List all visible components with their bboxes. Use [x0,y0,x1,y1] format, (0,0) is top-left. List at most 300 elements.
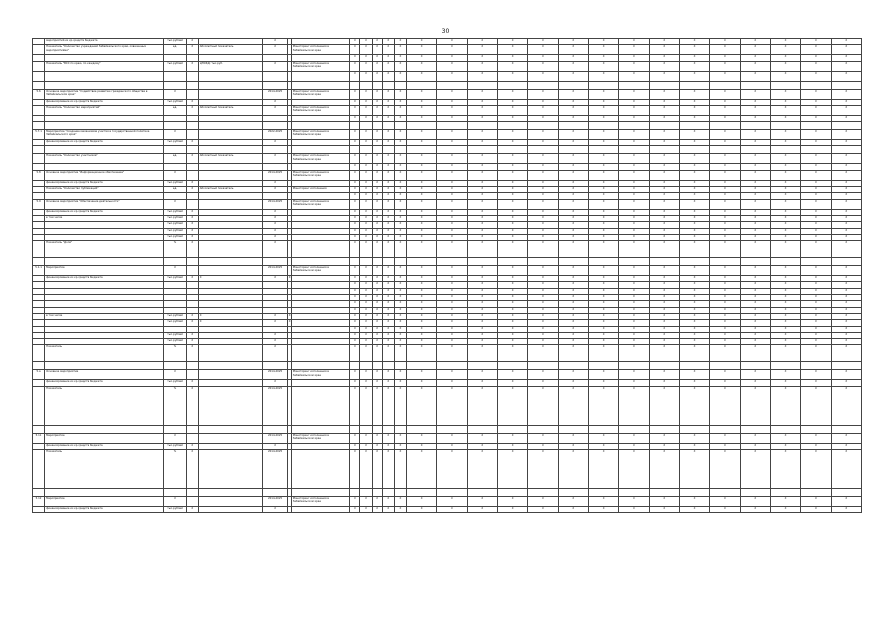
table-cell: Х [649,266,679,276]
table-cell [558,489,588,497]
table-cell: Х [186,443,198,449]
table-cell: тыс.рублей [164,39,186,45]
table-cell: Х [770,266,800,276]
table-cell [198,199,263,209]
table-cell: Х [437,301,467,307]
table-cell: Х [528,307,558,313]
table-cell: Х [649,222,679,228]
table-cell: Х [558,170,588,180]
table-cell: Х [350,215,360,221]
table-cell: Х [619,380,649,386]
table-cell: Х [350,332,360,338]
table-cell: Х [263,99,287,105]
table-cell: Х [186,320,198,326]
table-cell: Х [528,89,558,99]
table-cell [350,425,360,433]
table-cell [831,425,861,433]
table-cell: Х [831,450,861,489]
table-cell: Х [497,301,527,307]
table-cell: Х [801,45,831,55]
table-cell: Х [619,497,649,507]
table-cell [263,362,287,370]
table-cell: Х [619,345,649,362]
table-cell: Х [679,193,709,199]
table-cell: Х [619,301,649,307]
table-cell: Х [467,228,497,234]
table-cell: Х [679,370,709,380]
table-cell: Х [372,339,382,345]
table-cell [831,81,861,89]
table-cell: Х [528,345,558,362]
table-cell: Х [679,320,709,326]
table-cell: Х [649,386,679,425]
table-cell: Х [740,71,770,81]
table-cell: Х [372,170,382,180]
table-cell: Х [558,222,588,228]
table-cell: Х [360,386,372,425]
table-cell: Х [649,140,679,146]
table-cell: Х [619,339,649,345]
table-cell: Х [350,313,360,319]
table-cell: Х [372,209,382,215]
table-cell: ед. [164,45,186,55]
table-cell: Х [649,241,679,258]
table-cell: Х [360,164,372,170]
table-cell: Х [394,370,406,380]
table-cell: Х [558,276,588,282]
table-cell: Х [710,99,740,105]
table-cell: Х [831,507,861,513]
table-cell: Х [558,339,588,345]
document-sheet [32,38,862,513]
table-cell: Х [406,105,436,115]
table-cell: Х [497,443,527,449]
table-cell: Х [350,326,360,332]
table-cell: Х [679,170,709,180]
table-cell [186,122,198,130]
table-cell: Х [394,380,406,386]
table-cell [45,258,164,266]
table-row [33,71,862,81]
table-cell: Х [679,443,709,449]
table-cell: Х [372,130,382,140]
table-cell: Х [770,339,800,345]
table-cell: Х [679,99,709,105]
table-cell: Х [558,332,588,338]
table-cell: Х [497,215,527,221]
table-cell: Х [740,241,770,258]
table-cell: Х [437,380,467,386]
table-cell: Х [801,497,831,507]
table-cell: Х [831,234,861,240]
table-cell: Х [406,326,436,332]
table-cell: Х [801,199,831,209]
table-cell: Х [588,170,618,180]
table-cell: Х [588,241,618,258]
table-cell: Х [649,164,679,170]
table-cell: тыс.рублей [164,222,186,228]
table-cell: Х [831,39,861,45]
table-cell: Х [406,288,436,294]
table-cell [291,345,350,362]
table-cell [437,489,467,497]
table-cell: Х [710,266,740,276]
table-cell: Х [588,433,618,443]
table-cell: Х [679,234,709,240]
table-cell: Х [831,180,861,186]
table-cell: Х [382,345,394,362]
table-cell: Х [497,345,527,362]
table-cell: Х [394,228,406,234]
table-cell: Х [710,180,740,186]
table-cell: Х [679,45,709,55]
table-cell: Х [528,433,558,443]
table-cell: Х [740,222,770,228]
table-cell: Х [619,99,649,105]
table-cell: Х [619,154,649,164]
table-cell: Х [619,228,649,234]
table-cell [528,489,558,497]
table-cell [198,507,263,513]
table-cell: Х [801,55,831,61]
table-cell: 2014-2025 [263,199,287,209]
table-cell: Х [497,507,527,513]
table-cell: Х [406,234,436,240]
table-cell: Х [801,332,831,338]
table-cell [710,258,740,266]
table-cell: Х [528,332,558,338]
table-cell: Х [649,443,679,449]
table-cell: Х [372,313,382,319]
table-cell [186,258,198,266]
table-cell: Х [382,295,394,301]
table-cell: 2014-2025 [263,170,287,180]
table-cell: Х [770,276,800,282]
table-cell [45,146,164,154]
table-cell: Х [588,326,618,332]
table-cell: Х [528,288,558,294]
table-cell: Х [382,89,394,99]
table-cell: Х [382,307,394,313]
table-cell [198,433,263,443]
table-cell [263,425,287,433]
table-cell [528,362,558,370]
table-cell: Основное мероприятие "Содействие развитию гражданского общества в Забайкальском крае" [45,89,164,99]
table-cell: Х [497,234,527,240]
table-cell [467,146,497,154]
table-cell: Х [740,307,770,313]
table-cell: Х [770,222,800,228]
table-cell: Х [437,170,467,180]
table-cell: Х [619,313,649,319]
table-cell: Х [164,199,186,209]
table-cell [291,489,350,497]
table-cell: Х [528,380,558,386]
table-cell [588,258,618,266]
table-cell: Х [406,180,436,186]
table-cell: Х [437,130,467,140]
table-cell [186,199,198,209]
table-cell: Х [394,276,406,282]
table-cell: Мониторинг исполнения [291,187,350,193]
table-cell: Х [497,154,527,164]
table-cell: Х [831,228,861,234]
table-cell: Мониторинг исполнения в Забайкальском крае [291,266,350,276]
table-cell: Х [770,193,800,199]
table-cell: Х [372,39,382,45]
table-cell: Х [528,370,558,380]
table-cell: Х [649,433,679,443]
table-cell: Х [360,450,372,489]
table-cell: Х [287,313,291,319]
table-cell: Х [679,140,709,146]
table-cell [33,450,45,489]
table-cell: Х [588,45,618,55]
table-cell: Х [588,307,618,313]
table-cell: Х [382,332,394,338]
table-cell: Х [497,380,527,386]
table-cell: Х [649,370,679,380]
table-cell: Мониторинг исполнения в Забайкальском крае [291,154,350,164]
table-cell: Х [497,89,527,99]
table-cell: Х [467,266,497,276]
table-cell: Х [649,187,679,193]
table-cell: Х [467,170,497,180]
table-cell: Х [801,307,831,313]
table-cell [467,425,497,433]
table-cell: Х [831,61,861,71]
table-cell: Х [588,61,618,71]
table-cell: Х [679,209,709,215]
table-cell: Х [497,61,527,71]
table-cell: Х [770,130,800,140]
table-cell: Х [710,61,740,71]
table-cell [372,146,382,154]
table-cell: Х [350,154,360,164]
table-cell [467,362,497,370]
table-cell: Х [740,154,770,164]
table-row [33,425,862,433]
table-cell [437,122,467,130]
table-cell: Х [801,380,831,386]
table-cell [497,489,527,497]
table-cell: Мониторинг исполнения в Забайкальском крае [291,130,350,140]
table-cell: Х [394,295,406,301]
table-cell: Показатель "ВСС по краю, по каждому" [45,61,164,71]
table-cell: Х [372,433,382,443]
table-cell: Х [801,140,831,146]
table-cell: Х [740,39,770,45]
table-cell [831,258,861,266]
table-cell: Х [710,215,740,221]
table-cell: Х [394,241,406,258]
table-cell: 2014-2025 [263,370,287,380]
table-cell: Мониторинг исполнения в Забайкальском крае [291,105,350,115]
table-cell: Х [801,370,831,380]
table-cell: Х [360,234,372,240]
table-cell: Х [186,234,198,240]
table-cell [649,362,679,370]
table-cell: Х [831,345,861,362]
table-cell: Х [360,45,372,55]
table-cell: 5.6 [33,89,45,99]
table-cell: Х [528,55,558,61]
table-cell: Х [710,332,740,338]
table-cell: Х [497,71,527,81]
table-cell: Абсолютный показатель [198,105,263,115]
table-cell: финансирование из кр.средств бюджета [45,380,164,386]
table-cell: Х [164,497,186,507]
table-cell: Х [406,209,436,215]
table-cell: Х [740,228,770,234]
table-cell: Абсолютный показатель [198,45,263,55]
table-cell: Х [679,450,709,489]
table-cell: Х [558,450,588,489]
table-cell: Х [831,380,861,386]
table-cell: Х [406,320,436,326]
table-cell: Х [406,345,436,362]
table-cell: Х [382,301,394,307]
table-cell: Х [710,307,740,313]
table-cell: Х [558,295,588,301]
table-cell: Х [437,288,467,294]
table-cell: Х [437,443,467,449]
table-cell: финансирование из кр.средств бюджета [45,209,164,215]
table-cell: Х [710,164,740,170]
table-cell: Х [372,99,382,105]
table-cell: тыс.рублей [164,339,186,345]
table-cell: Абсолютный показатель [198,154,263,164]
table-cell: тыс.рублей [164,320,186,326]
table-cell: Х [588,164,618,170]
table-cell: Х [710,380,740,386]
table-cell: Х [740,105,770,115]
table-cell: Х [437,332,467,338]
table-cell: Мониторинг исполнения в Забайкальском крае [291,61,350,71]
table-cell: Х [558,282,588,288]
table-cell: Х [740,215,770,221]
table-cell: Х [740,288,770,294]
table-cell: Х [406,71,436,81]
table-cell: Х [406,170,436,180]
table-cell [186,266,198,276]
table-cell: Х [394,105,406,115]
table-cell: Х [360,307,372,313]
table-cell: Х [588,234,618,240]
table-cell: Х [831,443,861,449]
table-cell: Х [350,99,360,105]
table-cell: Х [740,115,770,121]
table-cell: Х [263,140,287,146]
table-cell: тыс.рублей [164,140,186,146]
table-cell: Х [649,89,679,99]
table-cell: Х [406,115,436,121]
table-cell [406,258,436,266]
table-cell: Х [437,326,467,332]
table-cell: Х [350,140,360,146]
table-cell: тыс.рублей [164,443,186,449]
table-cell: Х [394,140,406,146]
table-cell: Х [372,276,382,282]
table-cell: Х [831,386,861,425]
table-cell: Х [437,222,467,228]
table-cell: Х [360,222,372,228]
table-cell [382,489,394,497]
table-cell: Х [619,326,649,332]
table-cell: Х [350,345,360,362]
table-cell: Х [382,433,394,443]
table-cell: Х [588,276,618,282]
table-cell: Х [437,187,467,193]
table-cell: Х [619,115,649,121]
table-cell: финансирование из кр.средств бюджета [45,443,164,449]
table-cell [198,425,263,433]
table-cell: Х [394,433,406,443]
table-cell: Х [394,99,406,105]
table-cell: Х [372,45,382,55]
table-cell: Х [186,276,198,282]
table-cell: Х [372,307,382,313]
table-cell: Х [679,222,709,228]
table-cell: Х [382,193,394,199]
table-cell: Х [770,89,800,99]
table-cell: Х [558,193,588,199]
table-cell: Х [467,130,497,140]
table-cell [558,258,588,266]
table-cell [291,258,350,266]
table-cell: Х [619,450,649,489]
table-cell: Х [394,320,406,326]
table-cell: Х [649,326,679,332]
table-cell [497,146,527,154]
table-cell: Х [558,307,588,313]
table-cell [372,489,382,497]
table-cell: Х [740,193,770,199]
table-cell: Х [528,154,558,164]
table-cell: % [164,345,186,362]
table-cell [350,122,360,130]
table-cell [437,258,467,266]
table-cell [350,146,360,154]
table-cell: Х [497,187,527,193]
table-cell: Х [360,497,372,507]
table-cell: Х [801,170,831,180]
table-cell: Х [649,71,679,81]
table-cell [33,61,45,71]
table-cell [770,362,800,370]
table-cell [740,122,770,130]
table-cell: Х [406,497,436,507]
table-cell: Х [649,507,679,513]
table-cell [164,146,186,154]
table-cell: Х [831,164,861,170]
table-cell: Х [740,180,770,186]
table-cell [467,81,497,89]
table-cell: Х [382,370,394,380]
table-cell: Х [263,228,287,234]
table-cell: Х [710,450,740,489]
table-cell: Х [710,187,740,193]
table-cell: Х [740,209,770,215]
table-cell: Х [437,320,467,326]
table-cell: Х [528,497,558,507]
table-cell: тыс.рублей [164,507,186,513]
table-cell [186,362,198,370]
table-cell: Х [360,140,372,146]
table-cell: Х [770,301,800,307]
table-cell: Х [437,140,467,146]
table-cell: Х [649,228,679,234]
